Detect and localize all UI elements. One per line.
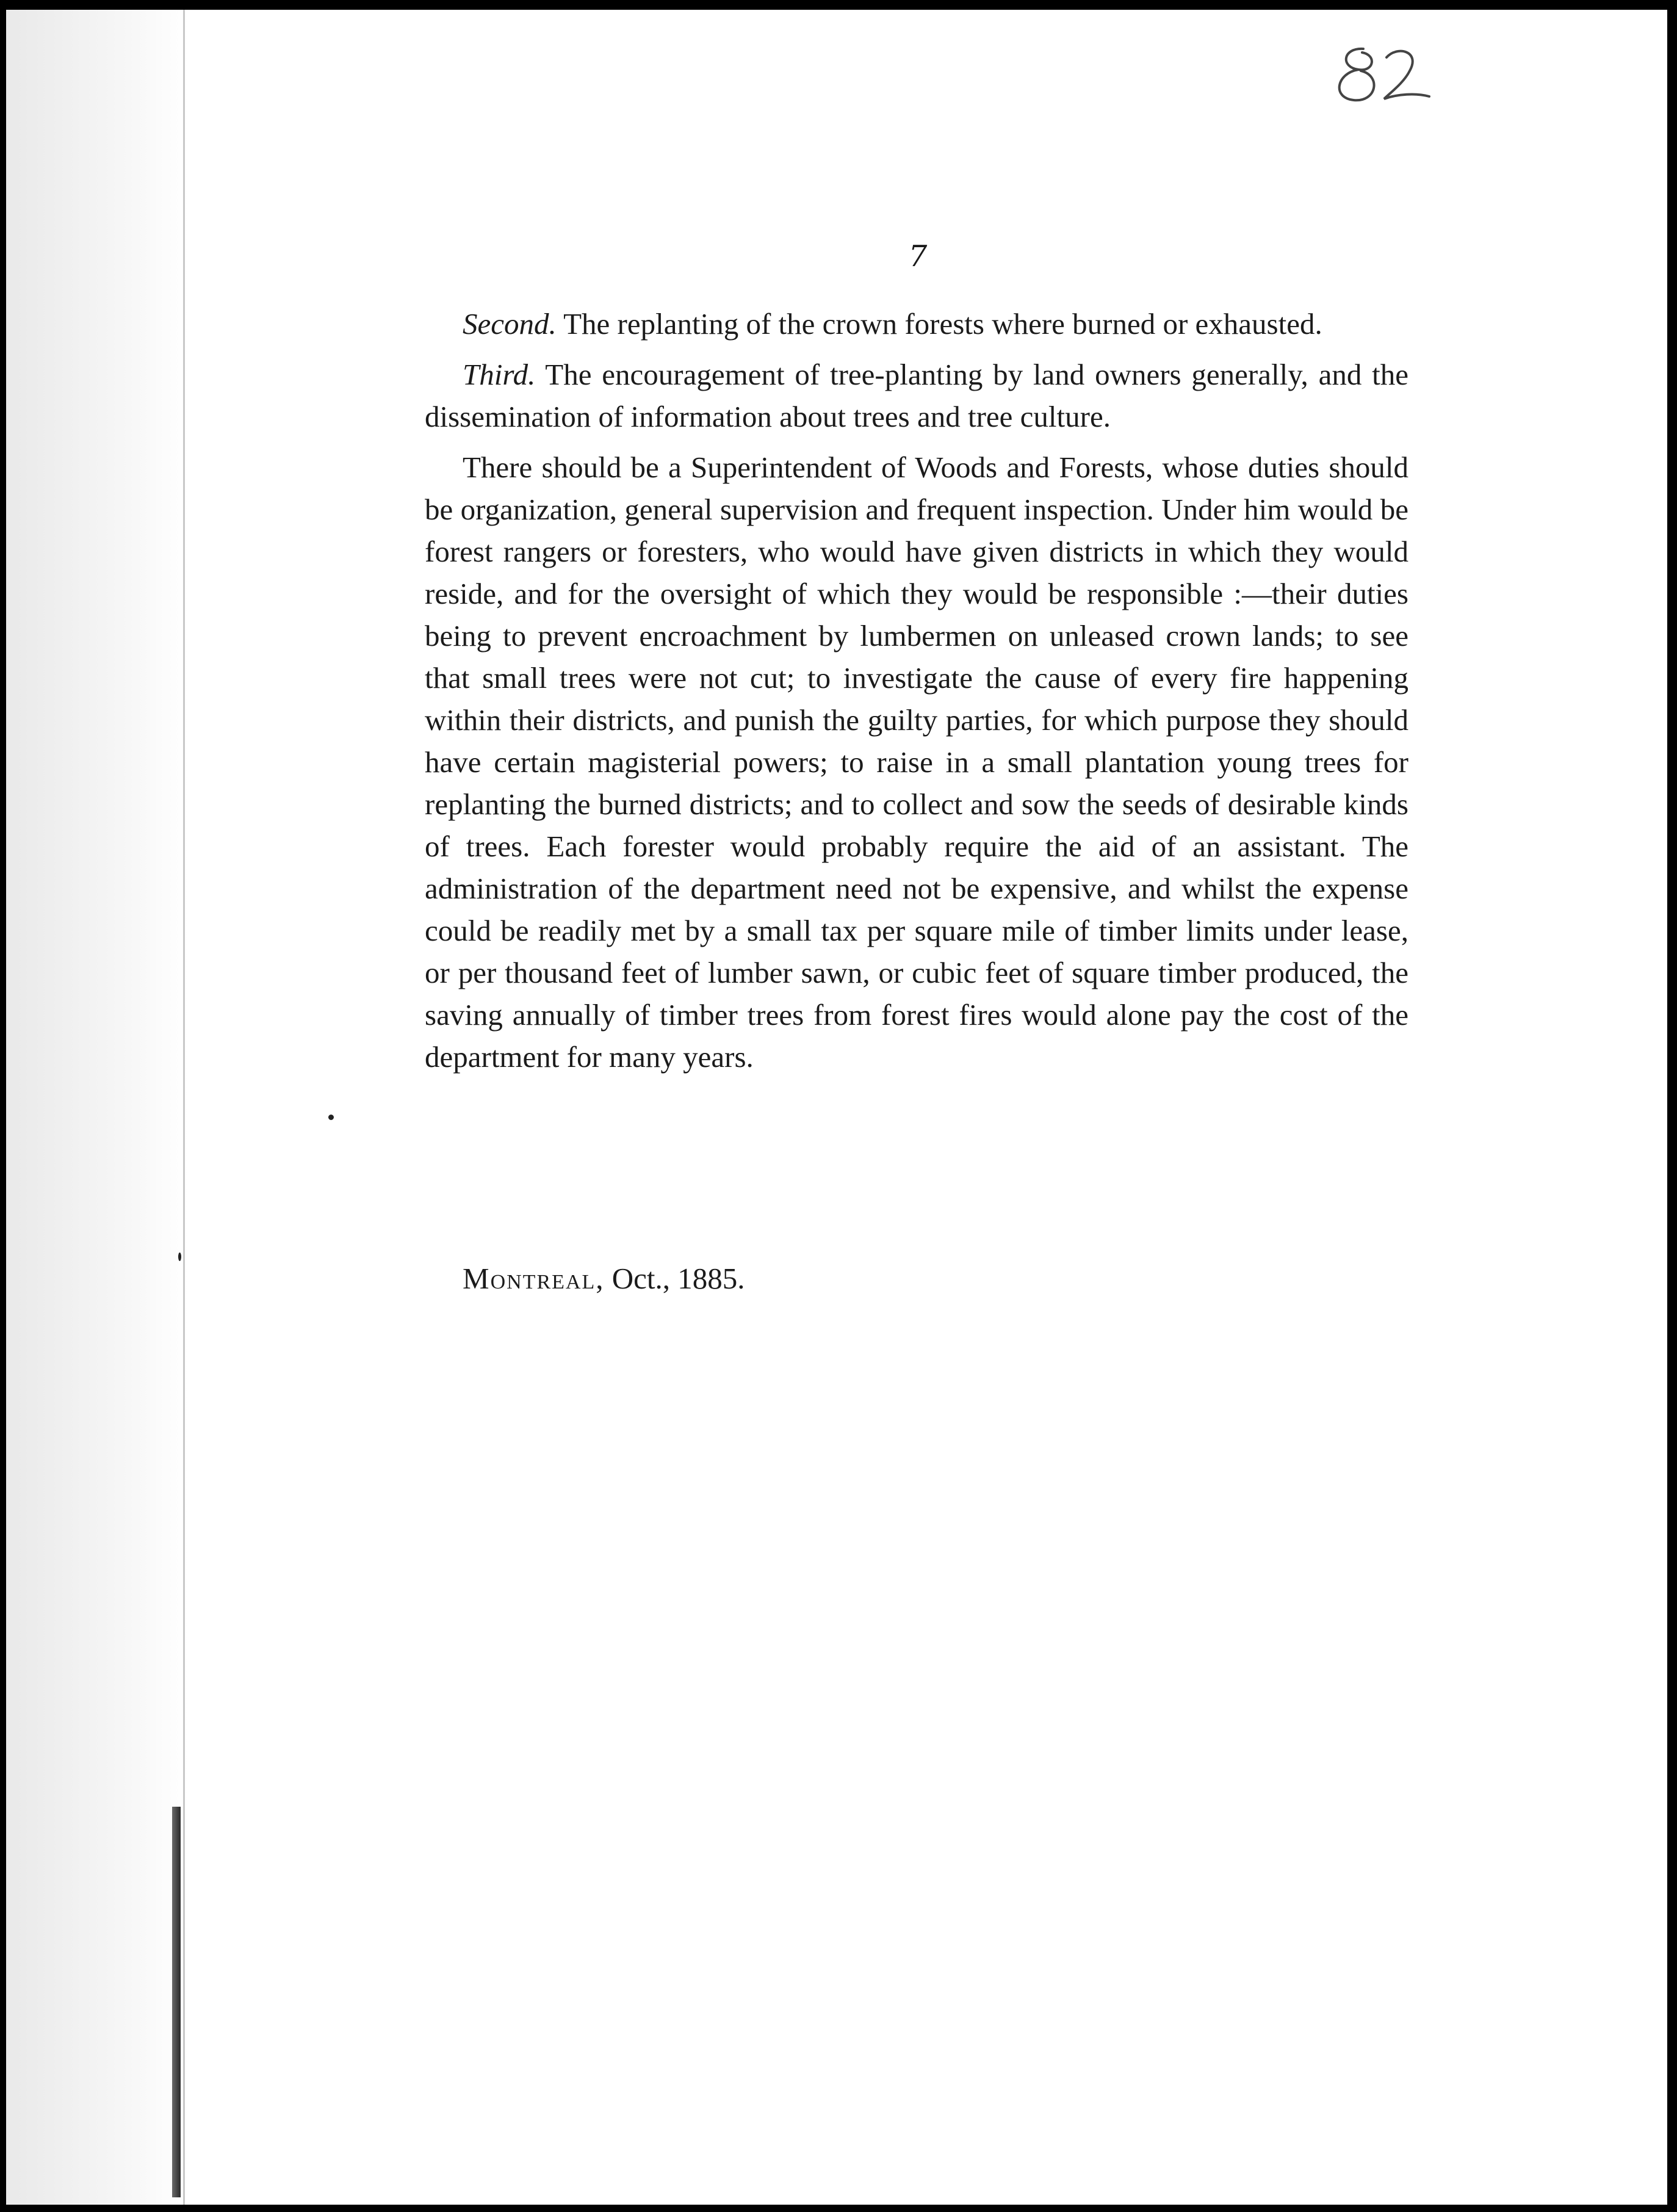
paragraph-body: The encouragement of tree-planting by land owners generally, and the dissemination of information about trees and tree culture. [425,358,1408,433]
page-number: 7 [908,239,928,273]
paragraph-body: The replanting of the crown forests where burned or exhausted. [556,307,1322,341]
place-and-date [463,1257,745,1299]
paragraph-second [425,303,1408,345]
scan-border-bottom [0,2205,1677,2212]
paragraph-superintendent [425,446,1408,1078]
date: Oct., 1885. [604,1262,745,1295]
ink-speck [328,1115,334,1120]
ink-speck [178,1252,181,1261]
handwritten-folio-mark [1318,31,1440,122]
scan-border-top [0,0,1677,10]
binding-shadow [172,1807,181,2197]
paragraph-lead: Third. [463,358,536,391]
place: Montreal, [463,1262,605,1295]
gutter-fold-line [183,10,185,2205]
paragraph-third [425,353,1408,438]
scan-border-left [0,0,6,2212]
paragraph-lead: Second. [463,307,557,341]
scan-border-right [1667,0,1677,2212]
paragraph-body: There should be a Superintendent of Woods and Forests, whose duties should be organization, general supervision and frequent inspection. Under him would be forest rangers or foresters, who would have given districts in which they would reside, and for the oversight of which they would be responsible :—their duties being to prevent encroachment by lumbermen on unleased crown lands; to see that small trees were not cut; to investigate the cause of every fire happening within their districts, and punish the guilty parties, for which purpose they should have certain magisterial powers; to raise in a small plantation young trees for replanting the burned districts; and to collect and sow the seeds of desirable kinds of trees. Each forester would probably require the aid of an assistant. The administration of the department need not be expensive, and whilst the expense could be readily met by a small tax per square mile of timber limits under lease, or per thousand feet of lumber sawn, or cubic feet of square timber produced, the saving annually of timber trees from forest fires would alone pay the cost of the department for many years. [425,450,1408,1074]
binding-gutter [6,10,189,2205]
body-text [425,303,1408,1086]
